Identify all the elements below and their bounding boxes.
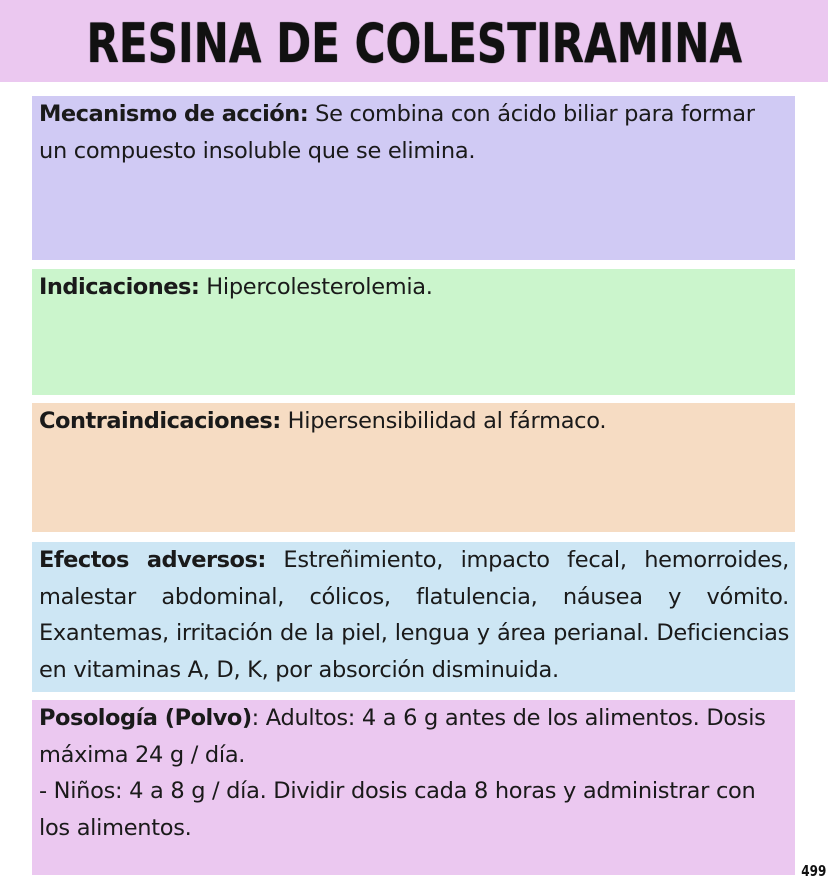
efectos-adversos-section	[32, 542, 795, 692]
indicaciones-paragraph	[39, 269, 789, 306]
posologia-paragraph	[39, 700, 789, 773]
mecanismo-text: Se combina con ácido biliar para formar un compuesto insoluble que se elimina.	[39, 101, 755, 164]
mecanismo-paragraph	[39, 96, 789, 169]
page-title: RESINA DE COLESTIRAMINA	[86, 11, 742, 75]
mecanismo-section	[32, 96, 795, 260]
page-number: 499	[800, 862, 826, 880]
contraindicaciones-text: Hipersensibilidad al fármaco.	[280, 408, 607, 434]
contraindicaciones-paragraph	[39, 403, 789, 440]
contraindicaciones-section	[32, 403, 795, 532]
posologia-ninos-line: - Niños: 4 a 8 g / día. Dividir dosis cada 8 horas y administrar con los alimentos.	[39, 778, 756, 841]
mecanismo-label: Mecanismo de acción:	[39, 101, 309, 127]
contraindicaciones-label: Contraindicaciones:	[39, 408, 281, 434]
indicaciones-text: Hipercolesterolemia.	[199, 274, 433, 300]
title-banner	[0, 0, 828, 82]
efectos-text: Estreñimiento, impacto fecal, hemorroides, malestar abdominal, cólicos, flatulencia, náusea y vómito. Exantemas, irritación de la piel, lengua y área perianal. Deficiencias en vitaminas A, D, K, por absorción disminuida.	[39, 547, 790, 683]
efectos-paragraph	[39, 542, 789, 688]
indicaciones-section	[32, 269, 795, 395]
posologia-section	[32, 700, 795, 875]
efectos-label: Efectos adversos:	[39, 547, 266, 573]
posologia-text: : Adultos: 4 a 6 g antes de los alimentos. Dosis máxima 24 g / día.	[39, 705, 766, 768]
indicaciones-label: Indicaciones:	[39, 274, 200, 300]
posologia-label: Posología (Polvo)	[39, 705, 252, 731]
